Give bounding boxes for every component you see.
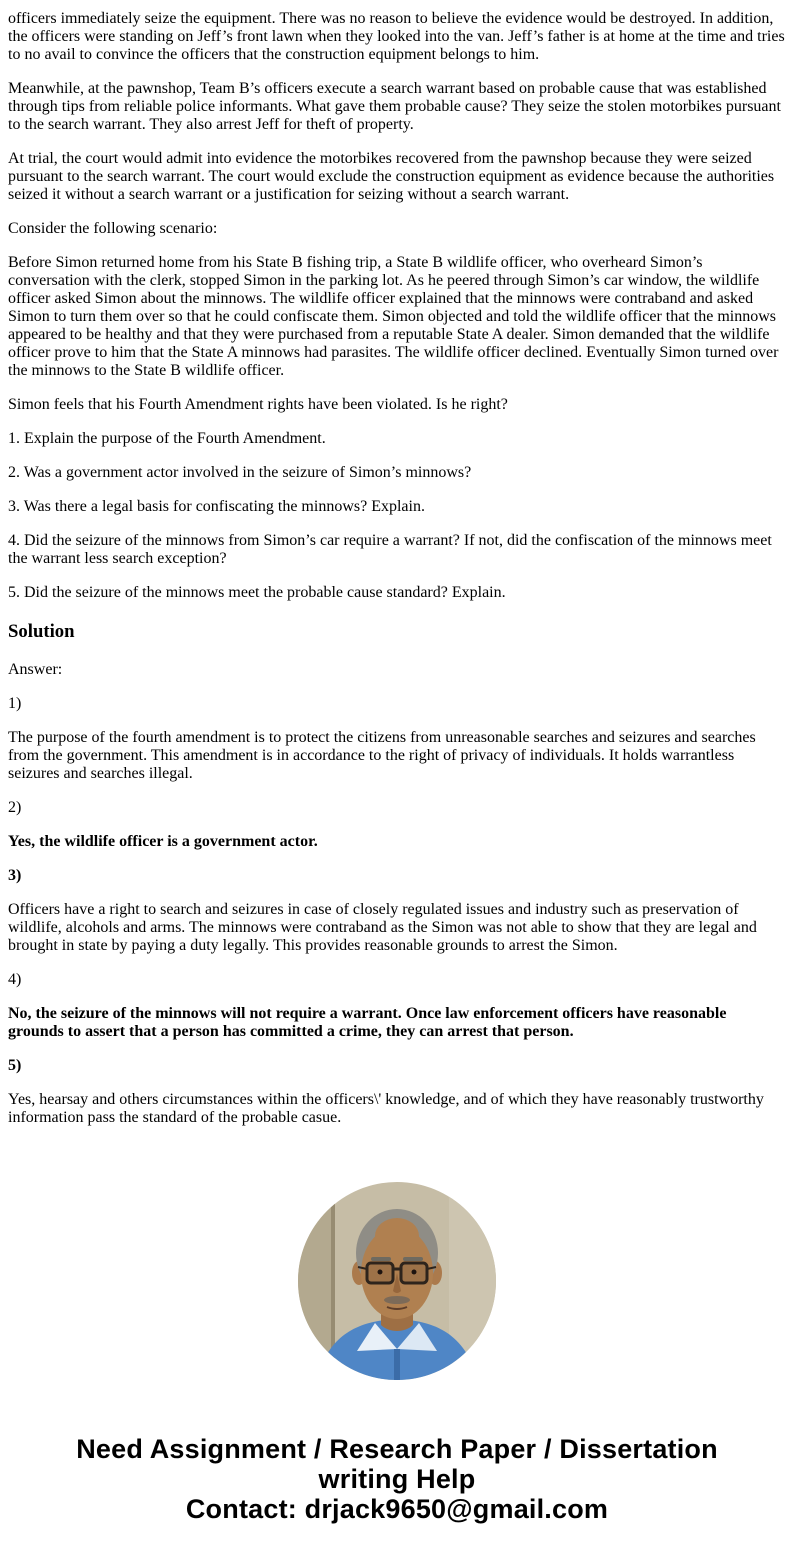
answer-number-2: 2) [8, 799, 22, 817]
avatar-section [8, 1181, 786, 1381]
footer-help-line-1: Need Assignment / Research Paper / Dissertation [76, 1434, 718, 1465]
question-3: 3. Was there a legal basis for confiscating the minnows? Explain. [8, 498, 425, 515]
question-4: 4. Did the seizure of the minnows from Simon’s car require a warrant? If not, did the confiscation of the minnows meet the warrant less search exception? [8, 532, 772, 567]
answer-5: Yes, hearsay and others circumstances within the officers\' knowledge, and of which they have reasonably trustworthy information pass the standard of the probable casue. [8, 1091, 764, 1127]
footer-contact-block [8, 1434, 786, 1524]
answer-label: Answer: [8, 661, 63, 679]
question-5: 5. Did the seizure of the minnows meet the probable cause standard? Explain. [8, 584, 506, 601]
paragraph-simon-question: Simon feels that his Fourth Amendment rights have been violated. Is he right? [8, 396, 508, 413]
answer-4: No, the seizure of the minnows will not require a warrant. Once law enforcement officers have reasonable grounds to assert that a person has committed a crime, they can arrest that person. [8, 1005, 727, 1041]
paragraph-equipment-seizure: officers immediately seize the equipment. There was no reason to believe the evidence would be destroyed. In addition, the officers were standing on Jeff’s front lawn when they looked into the van. Jeff’s father is at home at the time and tries to no avail to convince the officers that the construction equipment belongs to him. [8, 10, 785, 63]
answer-number-5: 5) [8, 1057, 22, 1075]
paragraph-scenario-intro: Consider the following scenario: [8, 220, 218, 237]
answer-3: Officers have a right to search and seizures in case of closely regulated issues and industry such as preservation of wildlife, alcohols and arms. The minnows were contraband as the Simon was not able to show that they are legal and brought in state by paying a duty legally. This provides reasonable grounds to arrest the Simon. [8, 901, 757, 955]
paragraph-trial-outcome: At trial, the court would admit into evidence the motorbikes recovered from the pawnshop because they were seized pursuant to the search warrant. The court would exclude the construction equipment as evidence because the authorities seized it without a search warrant or a justification for seizing without a search warrant. [8, 150, 775, 203]
document-page [8, 10, 786, 1524]
paragraph-simon-scenario: Before Simon returned home from his State B fishing trip, a State B wildlife officer, who overheard Simon’s conversation with the clerk, stopped Simon in the parking lot. As he peered through Simon’s car window, the wildlife officer asked Simon about the minnows. The wildlife officer explained that the minnows were contraband and asked Simon to turn them over so that he could confiscate them. Simon objected and told the wildlife officer that the minnows appeared to be healthy and that they were purchased from a reputable State A dealer. Simon demanded that the wildlife officer prove to him that the State A minnows had parasites. The wildlife officer declined. Eventually Simon turned over the minnows to the State B wildlife officer. [8, 254, 779, 379]
solution-heading: Solution [8, 620, 75, 642]
paragraph-pawnshop-warrant: Meanwhile, at the pawnshop, Team B’s officers execute a search warrant based on probable cause that was established through tips from reliable police informants. What gave them probable cause? They seize the stolen motorbikes pursuant to the search warrant. They also arrest Jeff for theft of property. [8, 80, 781, 133]
question-2: 2. Was a government actor involved in the seizure of Simon’s minnows? [8, 464, 472, 481]
answer-2: Yes, the wildlife officer is a government actor. [8, 833, 318, 851]
answer-number-1: 1) [8, 695, 22, 713]
footer-contact-email: Contact: drjack9650@gmail.com [185, 1494, 609, 1525]
question-1: 1. Explain the purpose of the Fourth Amendment. [8, 430, 326, 447]
answer-number-4: 4) [8, 971, 22, 989]
answer-1: The purpose of the fourth amendment is to protect the citizens from unreasonable searches and seizures and searches from the government. This amendment is in accordance to the right of privacy of individuals. It holds warrantless seizures and searches illegal. [8, 729, 756, 783]
footer-help-line-2: writing Help [318, 1464, 476, 1495]
tutor-avatar [297, 1181, 497, 1381]
answer-number-3: 3) [8, 867, 22, 885]
